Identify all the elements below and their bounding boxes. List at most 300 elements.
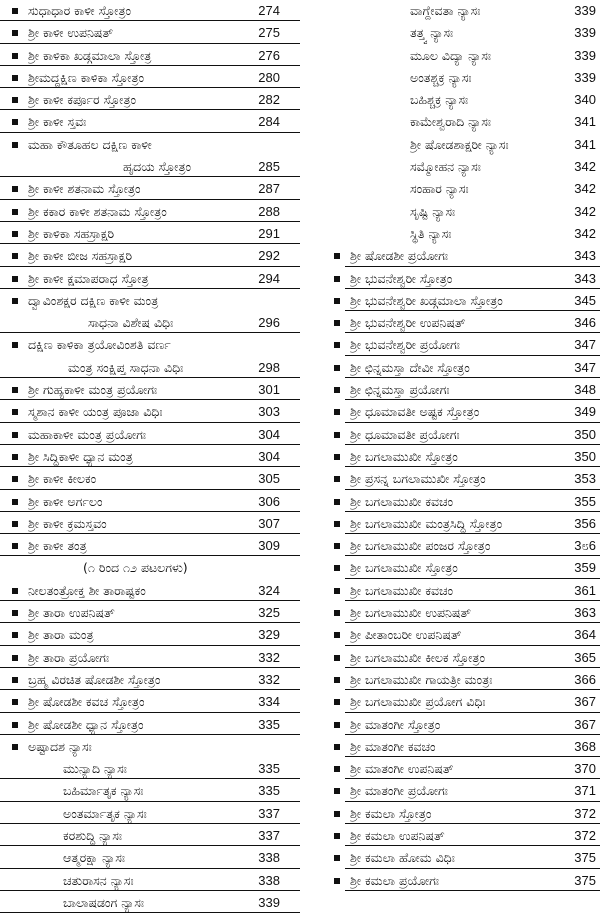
toc-entry-title: ಮುನ್ಯಾದಿ ನ್ಯಾಸಃ	[63, 761, 127, 777]
square-bullet-icon	[334, 298, 340, 304]
toc-entry-title: ಶ್ರೀ ಷೋಡಶಾಕ್ಷರೀ ನ್ಯಾಸಃ	[410, 136, 509, 152]
toc-entry-title: ಬಾಲಾಷಡಂಗ ನ್ಯಾಸಃ	[63, 894, 145, 910]
toc-entry-underline	[0, 332, 300, 333]
toc-entry-underline	[0, 600, 300, 601]
toc-entry-title: ಶ್ರೀ ತಾರಾ ಉಪನಿಷತ್	[28, 605, 115, 621]
square-bullet-icon	[334, 409, 340, 415]
toc-entry	[0, 89, 300, 111]
toc-entry-title: ಮಹಾ ಕೌತೂಹಲ ದಕ್ಷಿಣ ಕಾಳೀ	[28, 136, 152, 152]
toc-entry-title: ಶ್ರೀ ಸಿದ್ಧಿಕಾಳೀ ಧ್ಯಾನ ಮಂತ್ರ	[28, 448, 133, 464]
toc-entry-underline	[0, 511, 300, 512]
toc-entry-page-number: 372	[574, 827, 596, 843]
toc-entry-title: ನೀಲತಂತ್ರೋಕ್ತ ಶೀ ತಾರಾಷ್ಟಕಂ	[28, 582, 146, 598]
toc-entry-page-number: 375	[574, 850, 596, 866]
toc-entry-page-number: 329	[258, 627, 280, 643]
toc-entry-underline	[345, 622, 600, 623]
toc-entry	[300, 379, 600, 401]
toc-entry-page-number: 370	[574, 761, 596, 777]
square-bullet-icon	[12, 253, 18, 259]
toc-entry-title: ಶ್ರೀ ಗುಹ್ಯಕಾಳೀ ಮಂತ್ರ ಪ್ರಯೋಗಃ	[28, 382, 158, 398]
toc-entry-page-number: 296	[258, 315, 280, 331]
toc-entry-page-number: 337	[258, 827, 280, 843]
toc-entry-title: ಬಹಿರ್ಮಾತೃಕ ನ್ಯಾಸಃ	[63, 783, 144, 799]
toc-entry-underline	[0, 132, 300, 133]
toc-entry	[0, 691, 300, 713]
toc-entry-page-number: 337	[258, 805, 280, 821]
toc-entry	[0, 156, 300, 178]
toc-entry	[300, 647, 600, 669]
toc-entry	[300, 847, 600, 869]
square-bullet-icon	[12, 276, 18, 282]
square-bullet-icon	[12, 454, 18, 460]
toc-entry-title: ಮಂತ್ರ ಸಂಕ್ಷಿಪ್ತ ಸಾಧನಾ ವಿಧಿಃ	[68, 359, 184, 375]
toc-entry-page-number: 287	[258, 181, 280, 197]
toc-entry-page-number: 301	[258, 382, 280, 398]
toc-entry-title: ಶ್ರೀ ಬಗಲಾಮುಖೀ ಮಂತ್ರಸಿದ್ಧಿ ಸ್ತೋತ್ರಂ	[350, 515, 503, 531]
toc-entry-underline	[345, 444, 600, 445]
toc-entry-underline	[345, 422, 600, 423]
toc-entry-page-number: 294	[258, 270, 280, 286]
toc-entry-page-number: 345	[574, 292, 596, 308]
toc-entry	[0, 379, 300, 401]
toc-entry-underline	[345, 890, 600, 891]
toc-entry	[0, 847, 300, 869]
toc-entry	[300, 491, 600, 513]
toc-entry	[0, 268, 300, 290]
toc-entry-underline	[345, 734, 600, 735]
toc-entry	[300, 67, 600, 89]
toc-entry	[300, 268, 600, 290]
toc-entry-title: ಶ್ರೀ ಮಾತಂಗೀ ಸ್ತೋತ್ರಂ	[350, 716, 441, 732]
toc-entry	[300, 111, 600, 133]
toc-entry-title: ಕಾಮೇಶ್ವರಾದಿ ನ್ಯಾಸಃ	[410, 114, 492, 130]
toc-entry	[300, 134, 600, 156]
toc-entry-page-number: 274	[258, 3, 280, 18]
toc-entry	[300, 89, 600, 111]
toc-entry-page-number: 341	[574, 114, 596, 130]
toc-entry	[300, 178, 600, 200]
toc-entry	[0, 334, 300, 356]
toc-entry	[300, 535, 600, 557]
toc-entry-page-number: 371	[574, 783, 596, 799]
toc-entry-page-number: 334	[258, 694, 280, 710]
toc-entry-page-number: 340	[574, 92, 596, 108]
toc-entry-page-number: 282	[258, 92, 280, 108]
square-bullet-icon	[334, 655, 340, 661]
toc-entry-underline	[0, 176, 300, 177]
toc-entry	[0, 134, 300, 156]
toc-entry-page-number: 347	[574, 359, 596, 375]
toc-entry	[300, 357, 600, 379]
toc-entry-page-number: 304	[258, 448, 280, 464]
toc-entry-page-number: 306	[258, 493, 280, 509]
square-bullet-icon	[12, 655, 18, 661]
toc-entry	[0, 424, 300, 446]
toc-entry	[300, 223, 600, 245]
toc-entry-underline	[345, 310, 600, 311]
toc-entry-page-number: 338	[258, 850, 280, 866]
toc-entry-title: ಚತುರಾಸನ ನ್ಯಾಸಃ	[63, 872, 134, 888]
toc-entry-underline	[0, 489, 300, 490]
toc-entry-title: ಅಷ್ಟಾದಶ ನ್ಯಾಸಃ	[28, 738, 92, 754]
toc-entry-title: ಶ್ರೀ ಬಗಲಾಮುಖೀ ಸ್ತೋತ್ರಂ	[350, 560, 458, 576]
toc-entry-title: ಶ್ರೀ ಷೋಡಶೀ ಪ್ರಯೋಗಃ	[350, 248, 448, 264]
square-bullet-icon	[12, 722, 18, 728]
toc-entry-page-number: 367	[574, 716, 596, 732]
toc-entry	[0, 647, 300, 669]
toc-entry-title: ಶ್ರೀ ಕಾಳೀ ಕೀಲಕಂ	[28, 471, 97, 487]
toc-entry-title: ಶ್ರೀ ಪ್ರಸನ್ನ ಬಗಲಾಮುಖೀ ಸ್ತೋತ್ರಂ	[350, 471, 486, 487]
toc-entry-title: ಶ್ರೀ ಷೋಡಶೀ ಧ್ಯಾನ ಸ್ತೋತ್ರಂ	[28, 716, 144, 732]
square-bullet-icon	[334, 276, 340, 282]
toc-entry	[300, 513, 600, 535]
toc-entry-underline	[0, 422, 300, 423]
toc-entry-page-number: 292	[258, 248, 280, 264]
toc-entry-underline	[345, 689, 600, 690]
toc-entry-underline	[345, 533, 600, 534]
toc-entry-page-number: 307	[258, 515, 280, 531]
square-bullet-icon	[334, 543, 340, 549]
toc-entry-underline	[345, 266, 600, 267]
toc-entry-title: ಶ್ರೀ ತಾರಾ ಪ್ರಯೋಗಃ	[28, 649, 110, 665]
toc-entry-underline	[0, 667, 300, 668]
toc-entry-page-number: 350	[574, 426, 596, 442]
toc-entry-page-number: 339	[574, 47, 596, 63]
toc-entry-title: ಶ್ರೀಮದ್ದಕ್ಷಿಣ ಕಾಳಿಕಾ ಸ್ತೋತ್ರಂ	[28, 69, 145, 85]
toc-entry	[0, 580, 300, 602]
square-bullet-icon	[12, 476, 18, 482]
toc-entry	[300, 401, 600, 423]
square-bullet-icon	[12, 744, 18, 750]
toc-entry-page-number: 367	[574, 694, 596, 710]
square-bullet-icon	[12, 699, 18, 705]
toc-entry-title: ಶ್ರೀ ಮಾತಂಗೀ ಕವಚಂ	[350, 738, 436, 754]
toc-entry-underline	[0, 823, 300, 824]
toc-entry	[300, 602, 600, 624]
toc-entry	[0, 780, 300, 802]
toc-entry-underline	[345, 399, 600, 400]
toc-entry	[300, 201, 600, 223]
toc-entry	[0, 111, 300, 133]
square-bullet-icon	[12, 209, 18, 215]
toc-entry-title: ಶ್ರೀ ಕಾಳೀ ಸ್ತವಃ	[28, 114, 87, 130]
toc-entry-page-number: 372	[574, 805, 596, 821]
square-bullet-icon	[12, 543, 18, 549]
toc-entry-underline	[345, 756, 600, 757]
toc-entry-page-number: 324	[258, 582, 280, 598]
toc-entry-underline	[0, 801, 300, 802]
toc-entry-title: ಶ್ರೀ ಬಗಲಾಮುಖೀ ಉಪನಿಷತ್	[350, 605, 472, 621]
toc-entry-title: ಶ್ರೀ ಬಗಲಾಮುಖೀ ಕವಚಂ	[350, 493, 454, 509]
toc-entry	[300, 156, 600, 178]
toc-entry	[300, 424, 600, 446]
toc-entry	[0, 201, 300, 223]
toc-entry-title: ಶ್ರೀ ಭುವನೇಶ್ವರೀ ಖಡ್ಗಮಾಲಾ ಸ್ತೋತ್ರಂ	[350, 292, 503, 308]
toc-entry-title: ಶ್ರೀ ಬಗಲಾಮುಖೀ ಕೀಲಕ ಸ್ತೋತ್ರಂ	[350, 649, 485, 665]
toc-entry	[0, 535, 300, 557]
toc-entry-page-number: 303	[258, 404, 280, 420]
toc-entry	[300, 870, 600, 892]
toc-entry-underline	[0, 65, 300, 66]
toc-entry-underline	[0, 845, 300, 846]
toc-entry-page-number: 305	[258, 471, 280, 487]
toc-entry-underline	[0, 645, 300, 646]
toc-entry-title: ಸಂಹಾರ ನ್ಯಾಸಃ	[410, 181, 469, 197]
toc-entry-underline	[0, 778, 300, 779]
square-bullet-icon	[334, 699, 340, 705]
toc-entry	[0, 357, 300, 379]
toc-entry	[0, 67, 300, 89]
toc-entry-underline	[0, 399, 300, 400]
toc-entry-page-number: 339	[574, 3, 596, 18]
square-bullet-icon	[12, 610, 18, 616]
toc-entry-page-number: 342	[574, 203, 596, 219]
toc-entry-underline	[345, 712, 600, 713]
toc-entry	[300, 468, 600, 490]
toc-entry-page-number: 335	[258, 761, 280, 777]
toc-entry-underline	[0, 734, 300, 735]
square-bullet-icon	[334, 454, 340, 460]
toc-entry-title: ದ್ವಾವಿಂಶಕ್ಷರ ದಕ್ಷಿಣ ಕಾಳೀ ಮಂತ್ರ	[28, 292, 159, 308]
toc-entry-page-number: 288	[258, 203, 280, 219]
toc-entry-page-number: 348	[574, 382, 596, 398]
toc-entry-title: ಶ್ರೀ ಕಮಲಾ ಪ್ರಯೋಗಃ	[350, 872, 440, 888]
toc-entry	[0, 825, 300, 847]
toc-right-column	[300, 0, 600, 892]
toc-entry-title: ಶ್ರೀ ಕಾಳೀ ಕ್ರಮಸ್ತವಂ	[28, 515, 107, 531]
toc-entry	[0, 245, 300, 267]
toc-entry-title: ಅಂತರ್ಮಾತೃಕ ನ್ಯಾಸಃ	[63, 805, 147, 821]
square-bullet-icon	[12, 588, 18, 594]
toc-entry-title: ಮೂಲ ವಿದ್ಯಾ ನ್ಯಾಸಃ	[410, 47, 492, 63]
toc-entry-underline	[0, 868, 300, 869]
toc-entry-title: ಶ್ರೀ ಕಾಳೀ ಶತನಾಮ ಸ್ತೋತ್ರಂ	[28, 181, 141, 197]
toc-entry-title: ಆತ್ಮರಕ್ಷಾ ನ್ಯಾಸಃ	[63, 850, 125, 866]
toc-entry-underline	[345, 823, 600, 824]
toc-entry-page-number: 298	[258, 359, 280, 375]
toc-entry-title: ಶ್ರೀ ಛಿನ್ನಮಸ್ತಾ ಪ್ರಯೋಗಃ	[350, 382, 450, 398]
toc-entry-page-number: 339	[574, 25, 596, 41]
toc-entry-page-number: 284	[258, 114, 280, 130]
square-bullet-icon	[334, 788, 340, 794]
toc-entry-page-number: 363	[574, 605, 596, 621]
toc-entry-underline	[0, 712, 300, 713]
toc-entry	[300, 691, 600, 713]
toc-entry-underline	[0, 20, 300, 21]
square-bullet-icon	[334, 521, 340, 527]
square-bullet-icon	[12, 97, 18, 103]
toc-entry	[300, 312, 600, 334]
toc-entry-title: ಶ್ರೀ ಭುವನೇಶ್ವರೀ ಉಪನಿಷತ್	[350, 315, 466, 331]
toc-entry-underline	[345, 778, 600, 779]
toc-entry-page-number: 342	[574, 181, 596, 197]
toc-entry-underline	[0, 199, 300, 200]
toc-entry-title: ಶ್ರೀ ಬಗಲಾಮುಖೀ ಗಾಯತ್ರೀ ಮಂತ್ರಃ	[350, 671, 493, 687]
toc-entry-underline	[0, 466, 300, 467]
toc-entry	[300, 557, 600, 579]
toc-entry-title: ಶ್ರೀ ಪೀತಾಂಬರೀ ಉಪನಿಷತ್	[350, 627, 462, 643]
toc-entry-title: ವಾಗ್ದೇವತಾ ನ್ಯಾಸಃ	[410, 3, 481, 18]
toc-entry	[0, 223, 300, 245]
square-bullet-icon	[12, 677, 18, 683]
toc-entry-page-number: 353	[574, 471, 596, 487]
toc-entry-title: ಸಾಧನಾ ವಿಶೇಷ ವಿಧಿಃ	[88, 315, 174, 331]
toc-entry-title: ಸುಧಾಧಾರ ಕಾಳೀ ಸ್ತೋತ್ರಂ	[28, 3, 132, 18]
square-bullet-icon	[334, 833, 340, 839]
toc-entry-underline	[345, 667, 600, 668]
toc-entry-title: ಸ್ಮಶಾನ ಕಾಳೀ ಯಂತ್ರ ಪೂಜಾ ವಿಧಿಃ	[28, 404, 163, 420]
toc-entry-title: ಶ್ರೀ ತಾರಾ ಮಂತ್ರ	[28, 627, 94, 643]
toc-entry-page-number: 349	[574, 404, 596, 420]
toc-entry-title: ಮಹಾಕಾಳೀ ಮಂತ್ರ ಪ್ರಯೋಗಃ	[28, 426, 146, 442]
toc-entry-page-number: 361	[574, 582, 596, 598]
toc-entry-title: ಕರಶುದ್ಧಿ ನ್ಯಾಸಃ	[63, 827, 122, 843]
toc-entry-page-number: 276	[258, 47, 280, 63]
toc-entry	[300, 803, 600, 825]
toc-entry-page-number: 342	[574, 159, 596, 175]
toc-entry	[0, 312, 300, 334]
toc-entry	[0, 736, 300, 758]
square-bullet-icon	[334, 565, 340, 571]
toc-entry-title: ಶ್ರೀ ಕಾಳಿಕಾ ಖಡ್ಗಮಾಲಾ ಸ್ತೋತ್ರ	[28, 47, 152, 63]
toc-entry-title: ಶ್ರೀ ಕಾಳೀ ತಂತ್ರ	[28, 538, 87, 554]
toc-entry-title: ಶ್ರೀ ಕಾಳೀ ಅರ್ಗಲಂ	[28, 493, 103, 509]
square-bullet-icon	[334, 610, 340, 616]
toc-entry-page-number: 285	[258, 159, 280, 175]
toc-entry-page-number: 335	[258, 783, 280, 799]
toc-entry	[300, 290, 600, 312]
toc-entry-title: ಶ್ರೀ ಛಿನ್ನಮಸ್ತಾ ದೇವೀ ಸ್ತೋತ್ರಂ	[350, 359, 470, 375]
toc-entry-title: ಶ್ರೀ ಮಾತಂಗೀ ಉಪನಿಷತ್	[350, 761, 454, 777]
toc-entry-page-number: 339	[574, 69, 596, 85]
toc-entry-underline	[0, 87, 300, 88]
toc-entry-page-number: 309	[258, 538, 280, 554]
toc-entry	[0, 401, 300, 423]
toc-entry	[0, 758, 300, 780]
square-bullet-icon	[12, 30, 18, 36]
toc-entry	[300, 624, 600, 646]
toc-entry-page-number: 342	[574, 225, 596, 241]
toc-entry-title: ಶ್ರೀ ಮಾತಂಗೀ ಪ್ರಯೋಗಃ	[350, 783, 448, 799]
square-bullet-icon	[334, 766, 340, 772]
toc-entry-title: ಶ್ರೀ ಬಗಲಾಮುಖೀ ಪಂಜರ ಸ್ತೋತ್ರಂ	[350, 538, 491, 554]
square-bullet-icon	[12, 632, 18, 638]
square-bullet-icon	[12, 53, 18, 59]
toc-entry-underline	[345, 578, 600, 579]
toc-entry-underline	[345, 466, 600, 467]
toc-entry-page-number: 291	[258, 225, 280, 241]
toc-entry-page-number: 304	[258, 426, 280, 442]
toc-entry-title: ಶ್ರೀ ಕಾಳೀ ಕರ್ಪೂರ ಸ್ತೋತ್ರಂ	[28, 92, 137, 108]
toc-entry-title: ದಕ್ಷಿಣ ಕಾಳಿಕಾ ತ್ರಯೋವಿಂಶತಿ ವರ್ಣ	[28, 337, 171, 353]
toc-entry-page-number: 325	[258, 605, 280, 621]
toc-entry	[0, 22, 300, 44]
square-bullet-icon	[334, 632, 340, 638]
toc-entry	[0, 669, 300, 691]
square-bullet-icon	[334, 387, 340, 393]
toc-entry-title: ಬ್ರಹ್ಮ ವಿರಚಿತ ಷೋಡಶೀ ಸ್ತೋತ್ರಂ	[28, 671, 161, 687]
toc-entry-underline	[0, 555, 300, 556]
toc-entry-page-number: 339	[258, 894, 280, 910]
toc-entry-title: ಸೃಷ್ಟಿ ನ್ಯಾಸಃ	[410, 203, 456, 219]
toc-entry	[0, 892, 300, 914]
toc-entry-page-number: 332	[258, 649, 280, 665]
square-bullet-icon	[12, 186, 18, 192]
toc-entry-title: ತತ್ತ್ವ ನ್ಯಾಸಃ	[410, 25, 454, 41]
toc-entry-title: ಹೃದಯ ಸ್ತೋತ್ರಂ	[123, 159, 192, 175]
toc-entry-underline	[345, 332, 600, 333]
square-bullet-icon	[334, 253, 340, 259]
toc-entry	[300, 736, 600, 758]
toc-entry-title: ಶ್ರೀ ಬಗಲಾಮುಖೀ ಪ್ರಯೋಗ ವಿಧಿಃ	[350, 694, 486, 710]
toc-entry-title: ಶ್ರೀ ಕಾಳೀ ಉಪನಿಷತ್	[28, 25, 114, 41]
toc-entry-title: ಸ್ಥಿತಿ ನ್ಯಾಸಃ	[410, 225, 452, 241]
toc-entry-underline	[0, 266, 300, 267]
toc-entry-page-number: 332	[258, 671, 280, 687]
toc-entry-underline	[345, 555, 600, 556]
toc-entry-title: ಶ್ರೀ ಬಗಲಾಮುಖೀ ಸ್ತೋತ್ರಂ	[350, 448, 458, 464]
toc-entry-underline	[0, 912, 300, 913]
toc-entry-page-number: 275	[258, 25, 280, 41]
square-bullet-icon	[334, 365, 340, 371]
toc-entry-page-number: 335	[258, 716, 280, 732]
square-bullet-icon	[12, 231, 18, 237]
toc-entry-title: ಬಹಿಶ್ಚಕ್ರ ನ್ಯಾಸಃ	[410, 92, 469, 108]
toc-entry	[300, 334, 600, 356]
toc-entry	[300, 22, 600, 44]
toc-entry	[300, 825, 600, 847]
square-bullet-icon	[12, 499, 18, 505]
toc-entry	[300, 758, 600, 780]
toc-entry-underline	[0, 243, 300, 244]
toc-entry	[0, 446, 300, 468]
square-bullet-icon	[12, 298, 18, 304]
square-bullet-icon	[334, 588, 340, 594]
toc-entry-page-number: 366	[574, 671, 596, 687]
square-bullet-icon	[334, 855, 340, 861]
toc-entry-underline	[345, 288, 600, 289]
square-bullet-icon	[334, 499, 340, 505]
toc-entry-title: ಶ್ರೀ ಕಕಾರ ಕಾಳೀ ಶತನಾಮ ಸ್ತೋತ್ರಂ	[28, 203, 167, 219]
toc-entry	[300, 714, 600, 736]
toc-entry	[0, 290, 300, 312]
toc-entry-page-number: 341	[574, 136, 596, 152]
toc-entry-page-number: 359	[574, 560, 596, 576]
toc-entry	[300, 245, 600, 267]
square-bullet-icon	[334, 744, 340, 750]
toc-entry-page-number: 338	[258, 872, 280, 888]
square-bullet-icon	[334, 677, 340, 683]
toc-entry	[0, 602, 300, 624]
toc-entry-underline	[345, 489, 600, 490]
toc-entry-page-number: 355	[574, 493, 596, 509]
toc-entry-title: ಶ್ರೀ ಷೋಡಶೀ ಕವಚ ಸ್ತೋತ್ರಂ	[28, 694, 145, 710]
square-bullet-icon	[12, 521, 18, 527]
toc-entry-underline	[0, 109, 300, 110]
toc-entry-title: ಶ್ರೀ ಭುವನೇಶ್ವರೀ ಪ್ರಯೋಗಃ	[350, 337, 460, 353]
toc-entry-underline	[0, 288, 300, 289]
square-bullet-icon	[334, 342, 340, 348]
square-bullet-icon	[334, 878, 340, 884]
toc-entry-underline	[0, 533, 300, 534]
toc-entry-page-number: 356	[574, 515, 596, 531]
toc-entry	[300, 45, 600, 67]
toc-entry-title: ಶ್ರೀ ಧೂಮಾವತೀ ಪ್ರಯೋಗಃ	[350, 426, 460, 442]
toc-entry-underline	[345, 845, 600, 846]
square-bullet-icon	[334, 811, 340, 817]
toc-entry	[0, 491, 300, 513]
toc-entry	[0, 624, 300, 646]
